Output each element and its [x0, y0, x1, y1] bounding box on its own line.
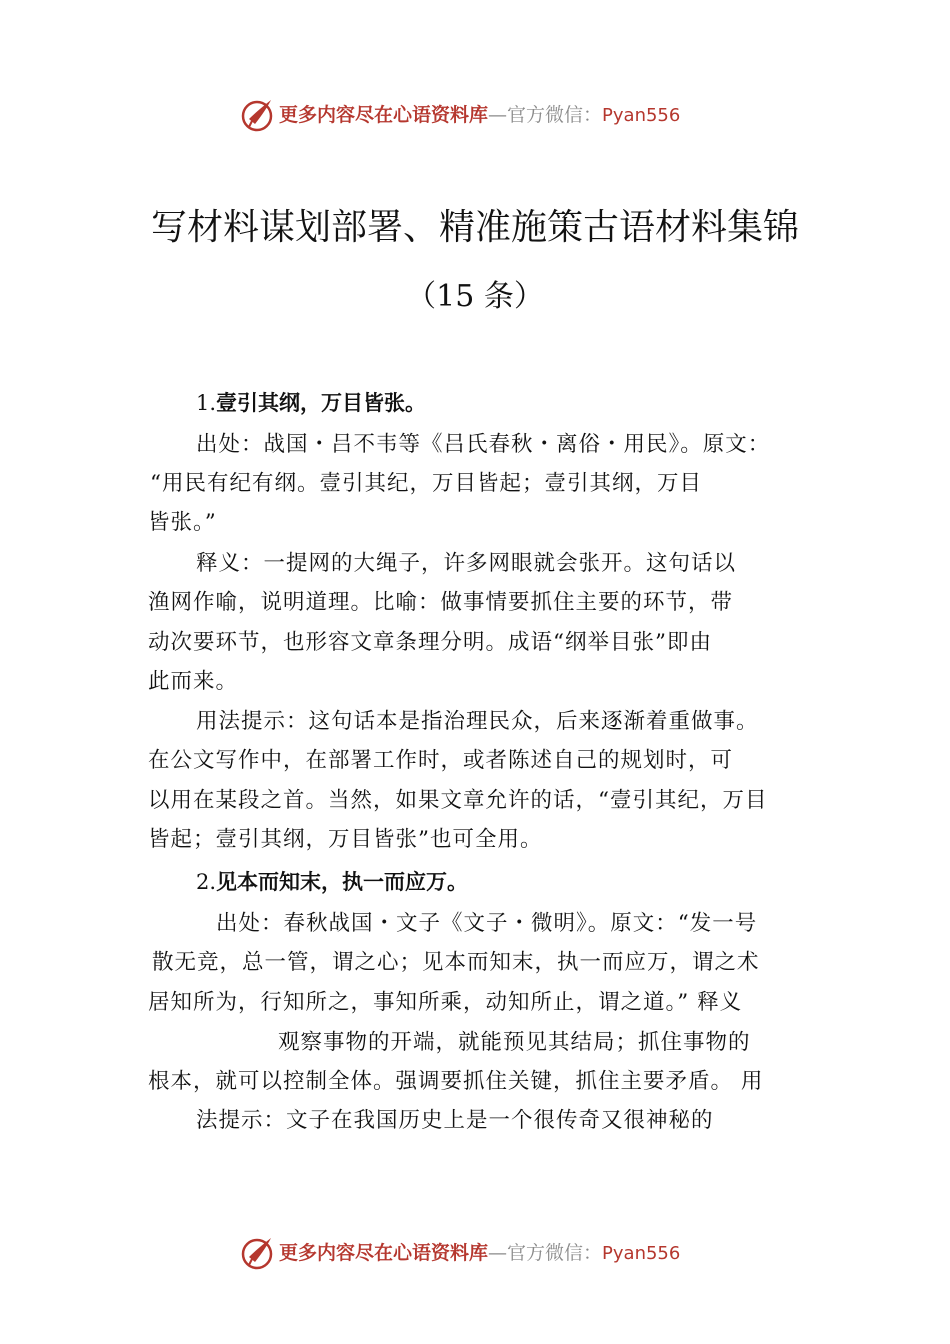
- body-line: 用法提示：这句话本是指治理民众，后来逐渐着重做事。: [196, 709, 759, 734]
- body-line: 散无竞，总一管，谓之心；见本而知末，执一而应万，谓之术: [152, 950, 760, 975]
- body-line: 释义：一提网的大绳子，许多网眼就会张开。这句话以: [196, 551, 737, 576]
- banner-wechat-id: Pyan556: [602, 1243, 681, 1264]
- item-heading: [196, 388, 426, 418]
- body-line: 观察事物的开端，就能预见其结局；抓住事物的: [278, 1030, 751, 1055]
- banner-text: [279, 103, 680, 128]
- body-line: 法提示：文子在我国历史上是一个很传奇又很神秘的: [196, 1108, 714, 1133]
- body-line: 渔网作喻，说明道理。比喻：做事情要抓住主要的环节，带: [148, 590, 734, 615]
- pen-logo-icon: [240, 1235, 276, 1271]
- banner-wechat-label: 官方微信：: [507, 1242, 603, 1264]
- item-heading-text: 见本而知末，执一而应万。: [216, 870, 469, 894]
- body-line: 出处：春秋战国・文子《文子・微明》。原文：“发一号: [216, 911, 758, 936]
- banner-dash: —: [488, 104, 508, 126]
- item-number: 2.: [196, 870, 217, 894]
- body-line: 皆起；壹引其纲，万目皆张”也可全用。: [148, 827, 543, 852]
- body-line: 此而来。: [148, 669, 239, 694]
- document-title: 写材料谋划部署、精准施策古语材料集锦: [150, 207, 799, 248]
- item-number: 1.: [196, 391, 217, 415]
- item-heading-text: 壹引其纲，万目皆张。: [216, 391, 427, 415]
- body-line: 在公文写作中，在部署工作时，或者陈述自己的规划时，可: [148, 748, 734, 773]
- header-banner: [0, 95, 950, 135]
- body-line: 出处：战国・吕不韦等《吕氏春秋・离俗・用民》。原文：: [196, 432, 771, 457]
- body-line: 动次要环节，也形容文章条理分明。成语“纲举目张”即由: [148, 630, 712, 655]
- body-line: “用民有纪有纲。壹引其纪，万目皆起；壹引其纲，万目: [150, 471, 702, 496]
- body-line: 居知所为，行知所之，事知所乘，动知所止，谓之道。” 释义: [148, 990, 743, 1015]
- banner-wechat-id: Pyan556: [602, 105, 681, 126]
- banner-text: [279, 1241, 680, 1266]
- banner-main-text: 更多内容尽在心语资料库: [279, 1242, 489, 1264]
- body-line: 根本，就可以控制全体。强调要抓住关键，抓住主要矛盾。 用: [148, 1069, 764, 1094]
- body-line: 以用在某段之首。当然，如果文章允许的话，“壹引其纪，万目: [148, 788, 768, 813]
- banner-wechat-label: 官方微信：: [507, 104, 603, 126]
- body-line: 皆张。”: [148, 510, 217, 535]
- item-heading: [196, 867, 468, 897]
- footer-banner: [0, 1233, 950, 1273]
- banner-dash: —: [488, 1242, 508, 1264]
- document-subtitle: （15 条）: [406, 279, 544, 314]
- banner-main-text: 更多内容尽在心语资料库: [279, 104, 489, 126]
- pen-logo-icon: [240, 97, 276, 133]
